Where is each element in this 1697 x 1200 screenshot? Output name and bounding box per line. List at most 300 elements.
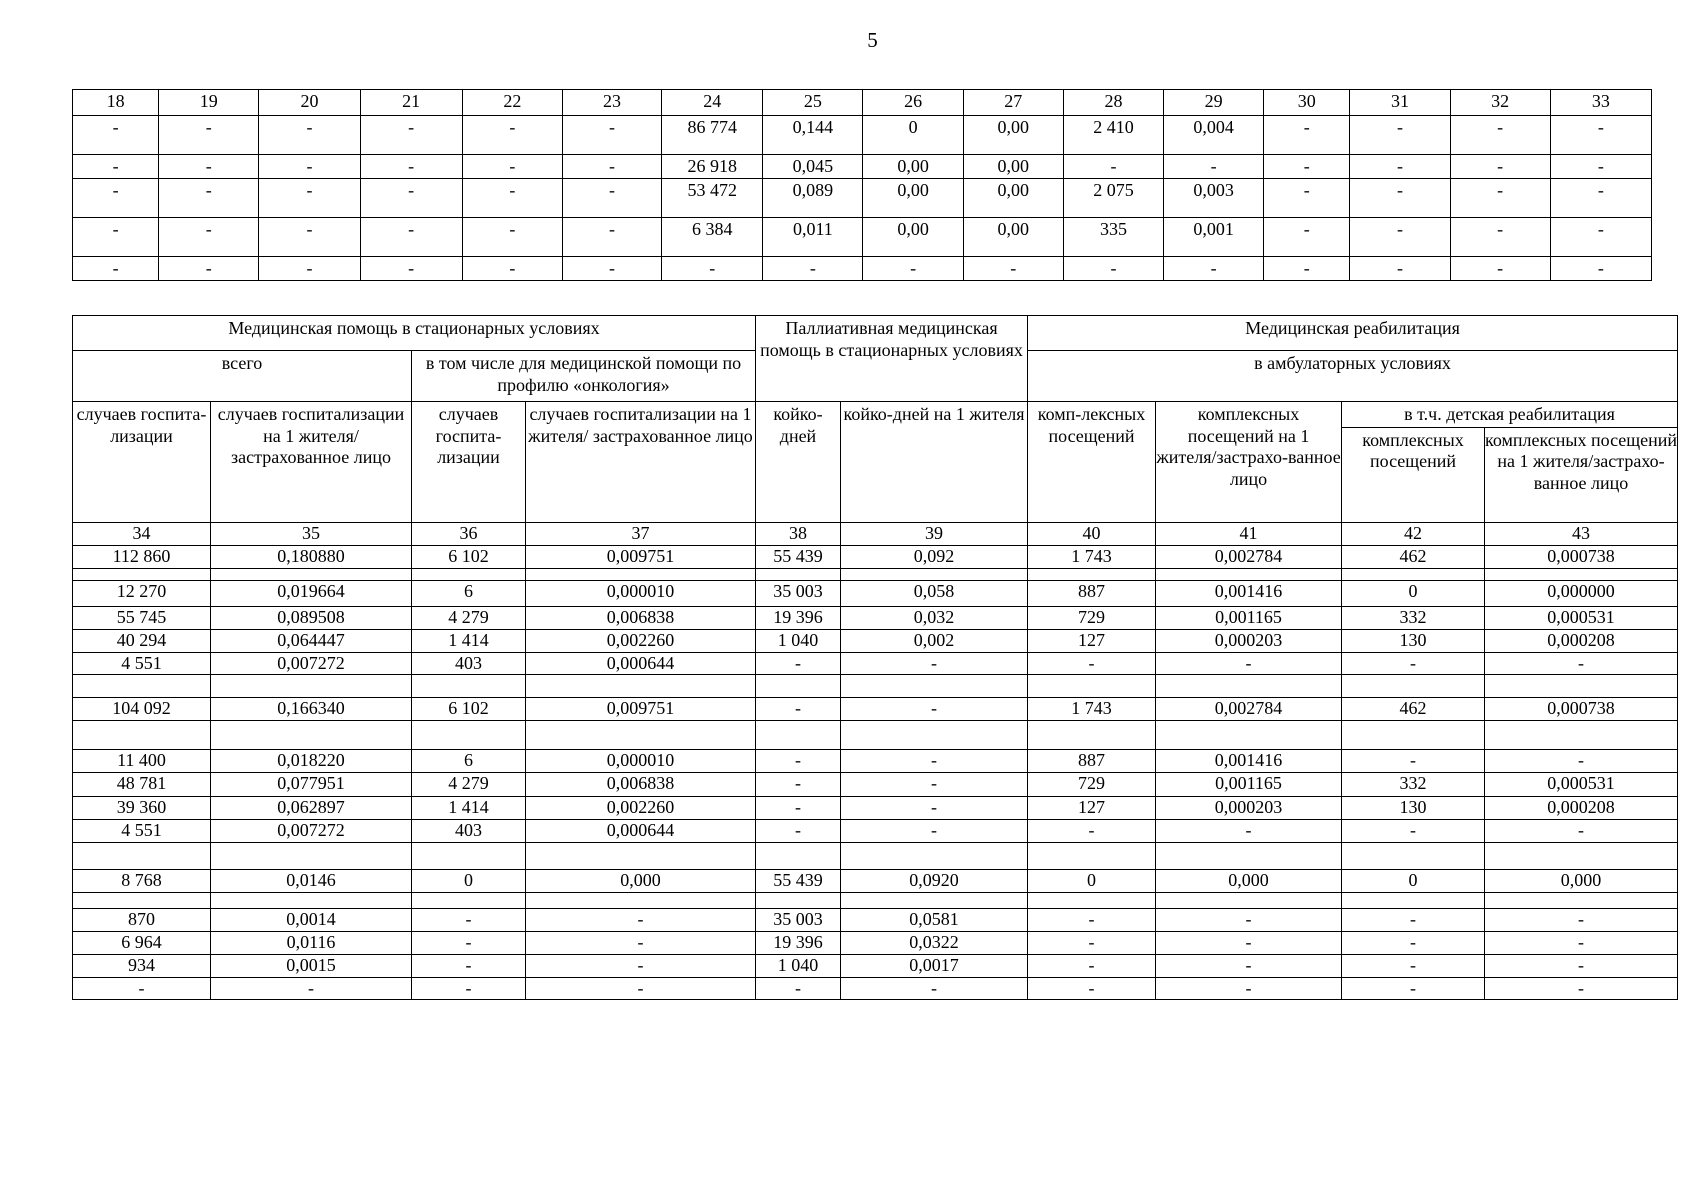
table-cell: 55 745 — [73, 606, 211, 629]
column-number: 41 — [1156, 523, 1342, 546]
table-cell — [1485, 843, 1678, 870]
table-cell: 0,001165 — [1156, 773, 1342, 797]
table-cell: - — [73, 256, 159, 280]
table-row — [73, 546, 1678, 569]
col-37-header: случаев госпитализации на 1 жителя/ застрахованное лицо — [526, 402, 756, 523]
table-cell: - — [1550, 217, 1651, 256]
table-cell: - — [1485, 909, 1678, 932]
table-cell: - — [1028, 652, 1156, 675]
table-row — [73, 977, 1678, 1000]
column-number-row — [73, 523, 1678, 546]
table-cell: 0,00 — [963, 217, 1063, 256]
table-row — [73, 256, 1652, 280]
table-cell: - — [756, 698, 841, 721]
table-cell: - — [1350, 178, 1450, 217]
palliative-care-header: Паллиативная медицинская помощь в стационарных условиях — [756, 316, 1028, 402]
table-cell: 0,0581 — [841, 909, 1028, 932]
table-cell: - — [1156, 909, 1342, 932]
table-row — [73, 932, 1678, 955]
table-cell: - — [73, 178, 159, 217]
table-row — [73, 155, 1652, 179]
table-cell: 11 400 — [73, 750, 211, 773]
table-cell: 0,00 — [863, 217, 963, 256]
table-cell: - — [462, 256, 562, 280]
table-cell: 35 003 — [756, 909, 841, 932]
table-cell — [412, 675, 526, 698]
table-cell — [1342, 843, 1485, 870]
table-cell: 870 — [73, 909, 211, 932]
column-number: 21 — [360, 90, 462, 116]
column-number: 23 — [562, 90, 661, 116]
table-cell: 0,000203 — [1156, 629, 1342, 652]
column-number: 22 — [462, 90, 562, 116]
table-cell: 0,002260 — [526, 797, 756, 820]
table-cell — [1156, 675, 1342, 698]
table-cell: 0 — [412, 870, 526, 893]
table-cell: 729 — [1028, 773, 1156, 797]
table-cell: - — [1164, 155, 1264, 179]
table-cell: 1 040 — [756, 954, 841, 977]
col-41-header: комплексных посещений на 1 жителя/застрахо-ванное лицо — [1156, 402, 1342, 523]
col-39-header: койко-дней на 1 жителя — [841, 402, 1028, 523]
column-number: 36 — [412, 523, 526, 546]
table-cell: 0,011 — [763, 217, 863, 256]
table-cell: 127 — [1028, 797, 1156, 820]
table-cell — [211, 893, 412, 909]
table-cell: - — [1264, 178, 1350, 217]
table-cell — [756, 675, 841, 698]
table-cell: 86 774 — [662, 116, 763, 155]
table-row — [73, 721, 1678, 750]
table-cell — [1485, 893, 1678, 909]
table-cell: - — [1485, 954, 1678, 977]
table-row — [73, 797, 1678, 820]
table-cell — [211, 568, 412, 580]
table-row — [73, 217, 1652, 256]
table-cell: 0,144 — [763, 116, 863, 155]
table-cell: 0,006838 — [526, 773, 756, 797]
table-cell — [1485, 568, 1678, 580]
table-cell: - — [1264, 116, 1350, 155]
table-cell: - — [1350, 155, 1450, 179]
column-number: 29 — [1164, 90, 1264, 116]
table-cell: 0,002 — [841, 629, 1028, 652]
table-cell: 332 — [1342, 773, 1485, 797]
table-cell: - — [756, 797, 841, 820]
table-cell: 0 — [1342, 870, 1485, 893]
table-cell: - — [526, 977, 756, 1000]
table-cell — [1156, 721, 1342, 750]
table-cell — [1028, 675, 1156, 698]
table-cell: 2 410 — [1063, 116, 1163, 155]
table-cell: - — [763, 256, 863, 280]
table-cell — [1342, 893, 1485, 909]
top-table-header-row — [73, 90, 1652, 116]
col-42-header: комплексных посещений — [1342, 427, 1485, 522]
table-cell: 729 — [1028, 606, 1156, 629]
column-number: 40 — [1028, 523, 1156, 546]
column-number: 26 — [863, 90, 963, 116]
table-cell: - — [756, 820, 841, 843]
table-cell — [526, 721, 756, 750]
table-cell: 0,000208 — [1485, 629, 1678, 652]
table-cell: 6 — [412, 750, 526, 773]
table-cell — [73, 721, 211, 750]
col-35-header: случаев госпитализации на 1 жителя/ застрахованное лицо — [211, 402, 412, 523]
table-cell: 1 040 — [756, 629, 841, 652]
table-cell: 0,00 — [963, 116, 1063, 155]
table-cell: 0,089 — [763, 178, 863, 217]
table-row — [73, 750, 1678, 773]
table-cell: - — [756, 773, 841, 797]
table-cell: 4 279 — [412, 606, 526, 629]
table-cell: - — [1342, 977, 1485, 1000]
table-cell: - — [963, 256, 1063, 280]
table-cell — [1028, 721, 1156, 750]
table-cell: - — [1550, 155, 1651, 179]
table-cell: 462 — [1342, 698, 1485, 721]
table-cell: 130 — [1342, 797, 1485, 820]
table-cell: - — [159, 178, 259, 217]
table-cell — [1156, 568, 1342, 580]
table-cell: - — [360, 178, 462, 217]
table-cell: - — [1063, 256, 1163, 280]
table-cell: - — [562, 178, 661, 217]
table-cell: 48 781 — [73, 773, 211, 797]
table-row — [73, 909, 1678, 932]
table-cell: - — [756, 652, 841, 675]
table-cell: - — [1063, 155, 1163, 179]
table-cell: - — [259, 217, 360, 256]
table-cell: 35 003 — [756, 580, 841, 606]
table-cell: 0 — [1028, 870, 1156, 893]
table-cell: - — [1350, 256, 1450, 280]
table-cell: - — [1342, 954, 1485, 977]
table-cell: - — [159, 155, 259, 179]
table-cell: 1 743 — [1028, 546, 1156, 569]
table-cell: - — [360, 116, 462, 155]
table-row — [73, 178, 1652, 217]
column-number: 20 — [259, 90, 360, 116]
children-rehab-subheader: в т.ч. детская реабилитация — [1342, 402, 1678, 428]
table-cell: - — [1028, 977, 1156, 1000]
table-row — [73, 580, 1678, 606]
table-cell: - — [1485, 750, 1678, 773]
rehabilitation-header: Медицинская реабилитация — [1028, 316, 1678, 351]
table-cell — [1342, 721, 1485, 750]
table-cell: - — [1156, 977, 1342, 1000]
table-cell: 0,000644 — [526, 652, 756, 675]
table-cell: - — [360, 256, 462, 280]
table-cell: - — [462, 155, 562, 179]
oncology-subheader: в том числе для медицинской помощи по профилю «онкология» — [412, 351, 756, 402]
table-cell: 6 — [412, 580, 526, 606]
table-row — [73, 116, 1652, 155]
outpatient-subheader: в амбулаторных условиях — [1028, 351, 1678, 402]
table-cell — [1342, 675, 1485, 698]
table-cell — [756, 893, 841, 909]
table-cell: - — [412, 932, 526, 955]
column-number: 19 — [159, 90, 259, 116]
table-cell: - — [841, 750, 1028, 773]
table-cell: 53 472 — [662, 178, 763, 217]
table-cell — [841, 843, 1028, 870]
column-number: 39 — [841, 523, 1028, 546]
table-cell: 0,004 — [1164, 116, 1264, 155]
table-cell: 1 743 — [1028, 698, 1156, 721]
table-cell: 887 — [1028, 750, 1156, 773]
total-subheader: всего — [73, 351, 412, 402]
table-cell: 55 439 — [756, 870, 841, 893]
table-cell: 0,000738 — [1485, 698, 1678, 721]
table-cell: - — [73, 155, 159, 179]
table-cell: - — [562, 155, 661, 179]
table-cell: 104 092 — [73, 698, 211, 721]
table-cell: 0,001416 — [1156, 750, 1342, 773]
table-cell: - — [841, 977, 1028, 1000]
table-cell: 0,00 — [863, 178, 963, 217]
table-row — [73, 820, 1678, 843]
table-cell: 4 551 — [73, 820, 211, 843]
table-cell — [526, 893, 756, 909]
table-cell — [412, 721, 526, 750]
table-cell: - — [863, 256, 963, 280]
table-cell: - — [1450, 217, 1550, 256]
table-cell: - — [159, 116, 259, 155]
table-cell: 19 396 — [756, 932, 841, 955]
table-cell — [412, 893, 526, 909]
table-cell: - — [159, 256, 259, 280]
column-number: 33 — [1550, 90, 1651, 116]
table-cell: - — [756, 977, 841, 1000]
table-row — [73, 606, 1678, 629]
table-cell: 0,0017 — [841, 954, 1028, 977]
table-cell: 0,064447 — [211, 629, 412, 652]
table-cell — [73, 675, 211, 698]
column-number: 24 — [662, 90, 763, 116]
table-cell: 0,0322 — [841, 932, 1028, 955]
table-cell: - — [73, 977, 211, 1000]
table-cell: 0,00 — [863, 155, 963, 179]
table-cell: 4 551 — [73, 652, 211, 675]
col-34-header: случаев госпита-лизации — [73, 402, 211, 523]
table-row — [73, 568, 1678, 580]
table-cell: 112 860 — [73, 546, 211, 569]
table-cell: - — [841, 773, 1028, 797]
table-cell: - — [1264, 256, 1350, 280]
table-cell: 0,000010 — [526, 750, 756, 773]
table-cell: - — [1164, 256, 1264, 280]
column-header-row — [73, 402, 1678, 428]
table-cell: - — [562, 217, 661, 256]
table-cell — [73, 843, 211, 870]
table-cell: 0,009751 — [526, 698, 756, 721]
table-cell: 0,006838 — [526, 606, 756, 629]
table-cell: - — [1028, 909, 1156, 932]
table-cell — [1028, 568, 1156, 580]
table-cell: 0,000203 — [1156, 797, 1342, 820]
inpatient-care-header: Медицинская помощь в стационарных условиях — [73, 316, 756, 351]
column-number: 18 — [73, 90, 159, 116]
table-cell — [1342, 568, 1485, 580]
table-cell: - — [1485, 820, 1678, 843]
table-cell: 0,092 — [841, 546, 1028, 569]
table-cell: 0,001416 — [1156, 580, 1342, 606]
table-cell: 0,000 — [1485, 870, 1678, 893]
table-cell: 0,007272 — [211, 820, 412, 843]
table-cell: 6 102 — [412, 698, 526, 721]
table-cell: 0,0015 — [211, 954, 412, 977]
column-number: 43 — [1485, 523, 1678, 546]
column-number: 28 — [1063, 90, 1163, 116]
table-cell: - — [526, 909, 756, 932]
column-number: 31 — [1350, 90, 1450, 116]
table-cell — [1485, 675, 1678, 698]
table-cell — [756, 568, 841, 580]
table-cell: 6 384 — [662, 217, 763, 256]
table-cell: 2 075 — [1063, 178, 1163, 217]
table-cell: - — [1156, 820, 1342, 843]
table-cell: 0,001165 — [1156, 606, 1342, 629]
table-cell — [412, 568, 526, 580]
table-cell: 403 — [412, 652, 526, 675]
top-data-table — [72, 89, 1652, 281]
table-cell — [211, 721, 412, 750]
table-cell: 934 — [73, 954, 211, 977]
table-cell: 4 279 — [412, 773, 526, 797]
table-cell: - — [412, 977, 526, 1000]
table-cell: - — [412, 909, 526, 932]
column-number: 25 — [763, 90, 863, 116]
table-cell — [841, 675, 1028, 698]
table-cell: 0,002784 — [1156, 546, 1342, 569]
table-cell: 0 — [863, 116, 963, 155]
table-cell: 40 294 — [73, 629, 211, 652]
table-cell: 0,077951 — [211, 773, 412, 797]
col-43-header: комплексных посещений на 1 жителя/застрахо-ванное лицо — [1485, 427, 1678, 522]
table-cell: 0,001 — [1164, 217, 1264, 256]
table-cell: 1 414 — [412, 797, 526, 820]
table-cell: - — [259, 256, 360, 280]
table-cell: 0,180880 — [211, 546, 412, 569]
table-cell: - — [1264, 155, 1350, 179]
table-cell: 1 414 — [412, 629, 526, 652]
table-cell: - — [1028, 954, 1156, 977]
group-header-row — [73, 316, 1678, 351]
table-cell: 0,062897 — [211, 797, 412, 820]
table-cell: - — [756, 750, 841, 773]
table-cell: 8 768 — [73, 870, 211, 893]
table-cell: - — [1342, 932, 1485, 955]
table-cell: 0,007272 — [211, 652, 412, 675]
table-cell: - — [1450, 256, 1550, 280]
table-cell: 332 — [1342, 606, 1485, 629]
table-cell: 0,018220 — [211, 750, 412, 773]
table-cell: - — [526, 954, 756, 977]
col-36-header: случаев госпита-лизации — [412, 402, 526, 523]
table-cell: - — [1485, 932, 1678, 955]
table-cell: - — [1450, 116, 1550, 155]
table-cell: 0,003 — [1164, 178, 1264, 217]
table-cell: - — [259, 155, 360, 179]
table-cell: 19 396 — [756, 606, 841, 629]
table-cell: - — [1342, 909, 1485, 932]
table-row — [73, 652, 1678, 675]
table-cell: - — [412, 954, 526, 977]
table-cell: 0,009751 — [526, 546, 756, 569]
table-cell: - — [1485, 652, 1678, 675]
table-row — [73, 675, 1678, 698]
table-cell: 0,045 — [763, 155, 863, 179]
table-cell: 0,000010 — [526, 580, 756, 606]
table-cell: - — [1342, 750, 1485, 773]
table-cell: - — [1450, 178, 1550, 217]
table-cell: 0,089508 — [211, 606, 412, 629]
table-cell: - — [562, 116, 661, 155]
table-cell: 127 — [1028, 629, 1156, 652]
table-cell: - — [841, 652, 1028, 675]
table-cell — [1156, 893, 1342, 909]
table-cell: 0,019664 — [211, 580, 412, 606]
table-cell: 0,000644 — [526, 820, 756, 843]
table-cell: 0,002260 — [526, 629, 756, 652]
table-cell — [1485, 721, 1678, 750]
table-cell — [841, 568, 1028, 580]
table-cell: 0,000738 — [1485, 546, 1678, 569]
table-cell — [756, 721, 841, 750]
table-cell: - — [360, 155, 462, 179]
table-cell: - — [462, 217, 562, 256]
column-number: 42 — [1342, 523, 1485, 546]
table-row — [73, 698, 1678, 721]
table-cell: 0,002784 — [1156, 698, 1342, 721]
table-cell: 0 — [1342, 580, 1485, 606]
table-cell: - — [211, 977, 412, 1000]
table-cell: - — [1550, 178, 1651, 217]
table-cell: - — [1028, 932, 1156, 955]
table-cell: 0,00 — [963, 155, 1063, 179]
column-number: 35 — [211, 523, 412, 546]
table-cell — [841, 893, 1028, 909]
table-cell — [211, 843, 412, 870]
table-cell — [73, 893, 211, 909]
table-cell: - — [1350, 217, 1450, 256]
table-cell: 0,000 — [526, 870, 756, 893]
column-number: 38 — [756, 523, 841, 546]
table-row — [73, 773, 1678, 797]
table-cell: - — [1156, 932, 1342, 955]
table-cell: 0,000000 — [1485, 580, 1678, 606]
table-cell: 0,000 — [1156, 870, 1342, 893]
table-cell: 0,032 — [841, 606, 1028, 629]
column-number: 37 — [526, 523, 756, 546]
table-cell: - — [462, 116, 562, 155]
table-cell: 6 102 — [412, 546, 526, 569]
table-cell: - — [1350, 116, 1450, 155]
table-cell: 0,0920 — [841, 870, 1028, 893]
table-row — [73, 893, 1678, 909]
table-cell — [211, 675, 412, 698]
table-cell: - — [1342, 652, 1485, 675]
table-cell: 0,000531 — [1485, 773, 1678, 797]
table-cell — [841, 721, 1028, 750]
table-cell — [412, 843, 526, 870]
column-number: 34 — [73, 523, 211, 546]
table-cell — [526, 568, 756, 580]
table-cell: - — [1342, 820, 1485, 843]
table-cell — [1156, 843, 1342, 870]
table-cell: 0,000531 — [1485, 606, 1678, 629]
